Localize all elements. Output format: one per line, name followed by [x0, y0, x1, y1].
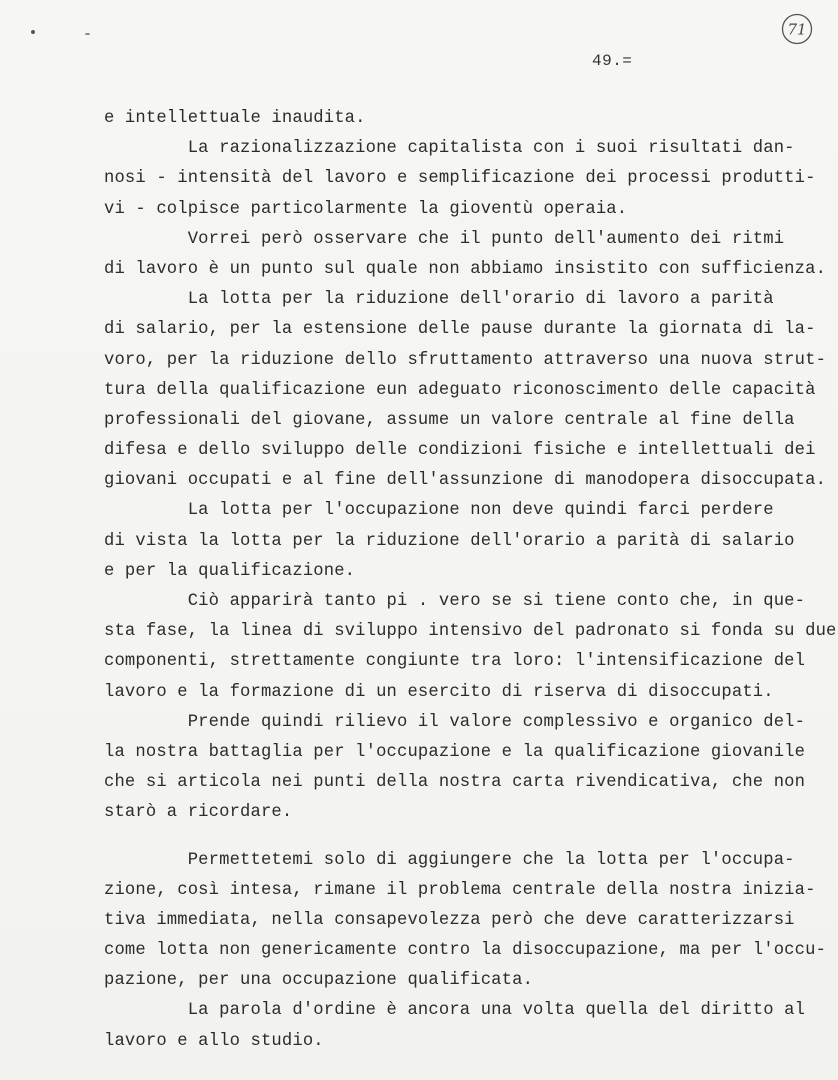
text-line: starò a ricordare. [104, 803, 293, 823]
text-line: Ciò apparirà tanto pi . vero se si tiene conto che, in que- [104, 592, 806, 611]
text-line: sta fase, la linea di sviluppo intensivo del padronato si fonda su due [104, 622, 837, 642]
text-line: che si articola nei punti della nostra carta rivendicativa, che non [104, 773, 806, 793]
paragraph [104, 587, 837, 708]
text-line: vi - colpisce particolarmente la gioventù operaia. [104, 199, 628, 219]
text-line: voro, per la riduzione dello sfruttamento attraverso una nuova strut- [104, 350, 827, 370]
text-line: La lotta per la riduzione dell'orario di lavoro a parità [104, 290, 774, 310]
text-line: di vista la lotta per la riduzione dell'orario a parità di salario [104, 531, 795, 551]
text-line: di lavoro è un punto sul quale non abbiamo insistito con sufficienza. [104, 259, 827, 279]
text-line: Prende quindi rilievo il valore complessivo e organico del- [104, 712, 806, 732]
archive-number: 71 [787, 20, 807, 39]
text-line: Permettetemi solo di aggiungere che la lotta per l'occupa- [104, 850, 795, 870]
circled-number-icon [780, 12, 814, 46]
text-line: di salario, per la estensione delle pause durante la giornata di la- [104, 320, 816, 340]
paragraph [104, 104, 794, 134]
ink-speck [85, 33, 90, 35]
document-body [104, 104, 837, 1057]
text-line: La parola d'ordine è ancora una volta quella del diritto al [104, 1001, 806, 1021]
paragraph [104, 285, 827, 496]
paragraph [104, 996, 806, 1056]
text-line: componenti, strettamente congiunte tra loro: l'intensificazione del [104, 652, 806, 672]
paragraph [104, 225, 827, 285]
text-line: tura della qualificazione eun adeguato riconoscimento delle capacità [104, 380, 816, 400]
text-line: tiva immediata, nella consapevolezza però che deve caratterizzarsi [104, 910, 795, 930]
text-line: difesa e dello sviluppo delle condizioni fisiche e intellettuali dei [104, 441, 816, 461]
text-line: zione, così intesa, rimane il problema centrale della nostra inizia- [104, 880, 816, 900]
text-line: lavoro e allo studio. [104, 1031, 324, 1051]
text-line: e per la qualificazione. [104, 561, 356, 581]
text-line: giovani occupati e al fine dell'assunzione di manodopera disoccupata. [104, 471, 827, 491]
text-line: pazione, per una occupazione qualificata. [104, 971, 534, 991]
text-line: Vorrei però osservare che il punto dell'aumento dei ritmi [104, 229, 785, 249]
text-line: lavoro e la formazione di un esercito di riserva di disoccupati. [104, 682, 774, 702]
paragraph-gap [104, 829, 794, 846]
text-line: professionali del giovane, assume un valore centrale al fine della [104, 410, 795, 430]
paragraph [104, 134, 816, 225]
paragraph [104, 846, 827, 997]
text-line: La razionalizzazione capitalista con i suoi risultati dan- [104, 139, 795, 159]
paragraph [104, 496, 794, 587]
text-line: e intellettuale inaudita. [104, 109, 366, 128]
ink-speck [31, 30, 35, 34]
text-line: come lotta non genericamente contro la disoccupazione, ma per l'occu- [104, 941, 827, 961]
text-line: nosi - intensità del lavoro e semplificazione dei processi produtti- [104, 169, 816, 189]
text-line: la nostra battaglia per l'occupazione e la qualificazione giovanile [104, 742, 806, 762]
text-line: La lotta per l'occupazione non deve quindi farci perdere [104, 501, 774, 521]
paragraph [104, 708, 806, 829]
page-number: 49.= [592, 52, 633, 70]
archive-number-stamp [780, 12, 814, 46]
